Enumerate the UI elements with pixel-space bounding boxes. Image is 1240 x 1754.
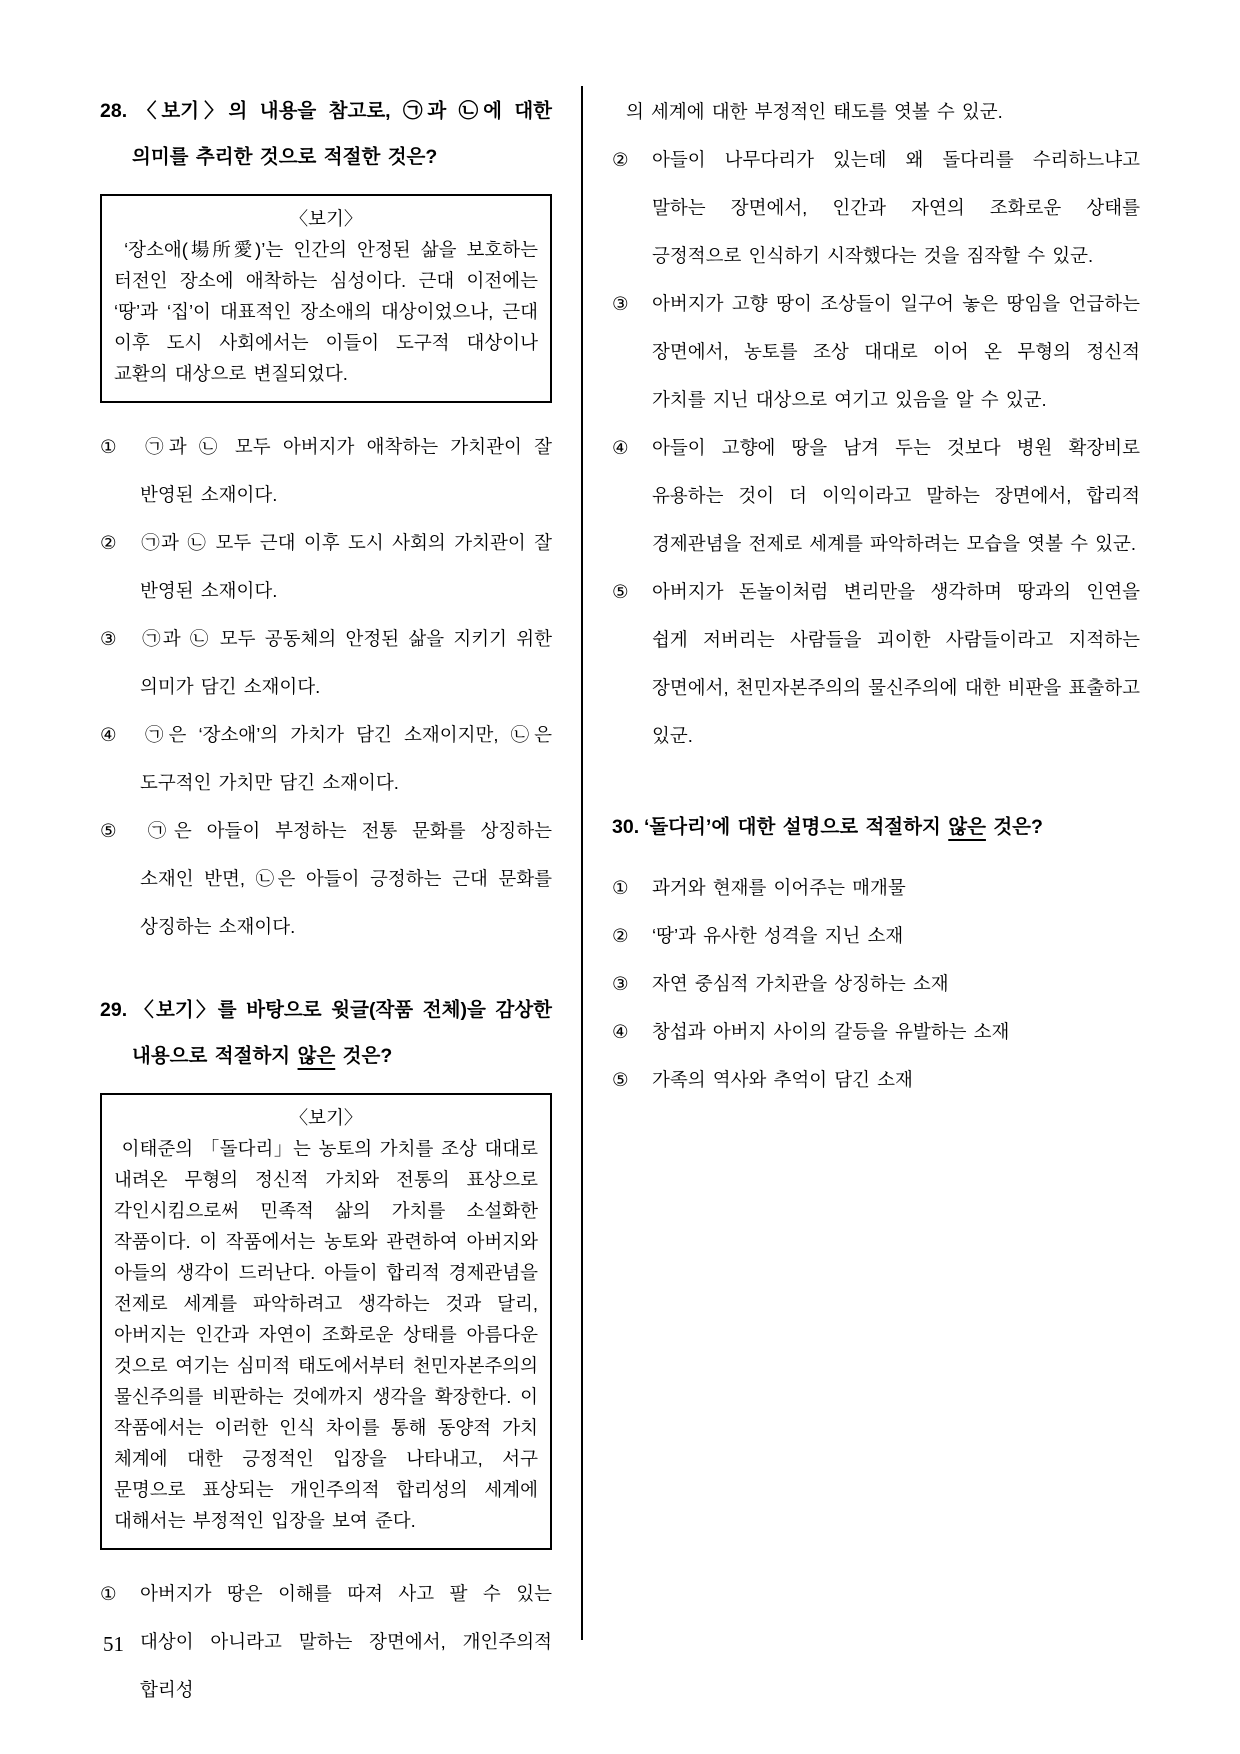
column-divider [581,86,583,1640]
question-30-header [612,804,1140,850]
reference-box-28-body: ‘장소애(場所愛)’는 인간의 안정된 삶을 보호하는 터전인 장소에 애착하는 심성이다. 근대 이전에는 ‘땅’과 ‘집’이 대표적인 장소애의 대상이었으나, 근대 이후 도시 사회에서는 이들이 도구적 대상이나 교환의 대상으로 변질되었다. [114,239,538,384]
option-marker: ④ [612,1021,629,1042]
option-text: 창섭과 아버지 사이의 갈등을 유발하는 소재 [652,1021,1010,1042]
answer-option [100,711,552,807]
answer-option [100,519,552,615]
answer-option [612,424,1140,568]
question-30-text-pre: ‘돌다리’에 대한 설명으로 적절하지 [644,816,949,838]
option-marker: ① [612,877,629,898]
reference-box-28 [100,194,552,403]
question-30-text-post: 것은? [985,816,1043,838]
option-marker: ④ [612,437,629,458]
reference-box-29 [100,1093,552,1550]
option-text: 과거와 현재를 이어주는 매개물 [652,877,906,898]
question-30-section [612,804,1140,1104]
left-column [100,88,552,1714]
option-text: 아들이 고향에 땅을 남겨 두는 것보다 병원 확장비로 유용하는 것이 더 이익이라고 말하는 장면에서, 합리적 경제관념을 전제로 세계를 파악하려는 모습을 엿볼 수 있군. [652,437,1140,554]
option-marker: ⑤ [612,1069,629,1090]
question-28-number: 28. [100,100,128,122]
question-29-text-underlined: 않은 [297,1045,336,1067]
option-marker: ④ [100,724,117,745]
answer-option [612,280,1140,424]
option-marker: ③ [100,628,117,649]
option-text: 아들이 나무다리가 있는데 왜 돌다리를 수리하느냐고 말하는 장면에서, 인간과 자연의 조화로운 상태를 긍정적으로 인식하기 시작했다는 것을 짐작할 수 있군. [652,149,1140,266]
page-number: 51 [103,1632,124,1656]
answer-option [612,960,1140,1008]
option-text: ㉠은 아들이 부정하는 전통 문화를 상징하는 소재인 반면, ㉡은 아들이 긍정하는 근대 문화를 상징하는 소재이다. [140,820,552,937]
answer-option [612,1008,1140,1056]
answer-option [612,136,1140,280]
reference-box-29-title: 〈보기〉 [289,1107,363,1128]
answer-option [612,864,1140,912]
option-marker: ③ [612,973,629,994]
option-marker: ① [100,436,117,457]
question-29-options-right [612,136,1140,760]
question-29-section-continued [612,88,1140,760]
option-text: ㉠과 ㉡ 모두 공동체의 안정된 삶을 지키기 위한 의미가 담긴 소재이다. [140,628,552,697]
question-28-section [100,88,552,951]
option-text: 가족의 역사와 추억이 담긴 소재 [652,1069,913,1090]
question-30-options [612,864,1140,1104]
option-text: 아버지가 돈놀이처럼 변리만을 생각하며 땅과의 인연을 쉽게 저버리는 사람들을 괴이한 사람들이라고 지적하는 장면에서, 천민자본주의의 물신주의에 대한 비판을 표출하고 있군. [652,581,1140,746]
option-marker: ② [612,149,629,170]
question-29-text-post: 것은? [335,1045,393,1067]
question-30-number: 30. [612,816,640,838]
answer-option [612,1056,1140,1104]
option-marker: ① [100,1583,117,1604]
question-30-text-underlined: 않은 [948,816,986,838]
question-28-text: 〈보기〉의 내용을 참고로, ㉠과 ㉡에 대한 의미를 추리한 것으로 적절한 것은? [132,100,552,168]
option-marker: ② [612,925,629,946]
question-28-options [100,423,552,951]
option-marker: ③ [612,293,629,314]
answer-option [612,568,1140,760]
option-text: 아버지가 고향 땅이 조상들이 일구어 놓은 땅임을 언급하는 장면에서, 농토를 조상 대대로 이어 온 무형의 정신적 가치를 지닌 대상으로 여기고 있음을 알 수 있군. [652,293,1140,410]
answer-option [612,912,1140,960]
option-text: ㉠과 ㉡ 모두 아버지가 애착하는 가치관이 잘 반영된 소재이다. [140,436,552,505]
question-28-header [100,88,552,180]
answer-option [100,423,552,519]
option-continuation: 의 세계에 대한 부정적인 태도를 엿볼 수 있군. [626,101,1003,122]
question-29-text-pre: 〈보기〉를 바탕으로 윗글(작품 전체)을 감상한 내용으로 적절하지 [132,999,552,1067]
right-column [612,88,1140,1104]
option-marker: ⑤ [100,820,117,841]
option-text: 자연 중심적 가치관을 상징하는 소재 [652,973,949,994]
answer-option [100,807,552,951]
option-text: ‘땅’과 유사한 성격을 지닌 소재 [652,925,904,946]
answer-option [100,1570,552,1714]
reference-box-29-body: 이태준의 「돌다리」는 농토의 가치를 조상 대대로 내려온 무형의 정신적 가치와 전통의 표상으로 각인시킴으로써 민족적 삶의 가치를 소설화한 작품이다. 이 작품에서는 농토와 관련하여 아버지와 아들의 생각이 드러난다. 아들이 합리적 경제관념을 전제로 세계를 파악하려고 생각하는 것과 달리, 아버지는 인간과 자연이 조화로운 상태를 아름다운 것으로 여기는 심미적 태도에서부터 천민자본주의의 물신주의를 비판하는 것에까지 생각을 확장한다. 이 작품에서는 이러한 인식 차이를 통해 동양적 가치 체계에 대한 긍정적인 입장을 나타내고, 서구 문명으로 표상되는 개인주의적 합리성의 세계에 대해서는 부정적인 입장을 보여 준다. [114,1138,538,1531]
reference-box-28-title: 〈보기〉 [289,208,363,229]
question-29-number: 29. [100,999,128,1021]
option-marker: ⑤ [612,581,629,602]
answer-option [100,615,552,711]
question-29-section [100,987,552,1714]
question-29-options-left [100,1570,552,1714]
option-text: ㉠과 ㉡ 모두 근대 이후 도시 사회의 가치관이 잘 반영된 소재이다. [140,532,552,601]
option-marker: ② [100,532,117,553]
option-text: ㉠은 ‘장소애’의 가치가 담긴 소재이지만, ㉡은 도구적인 가치만 담긴 소재이다. [140,724,552,793]
option-text: 아버지가 땅은 이해를 따져 사고 팔 수 있는 대상이 아니라고 말하는 장면에서, 개인주의적 합리성 [140,1583,552,1700]
question-29-header [100,987,552,1079]
